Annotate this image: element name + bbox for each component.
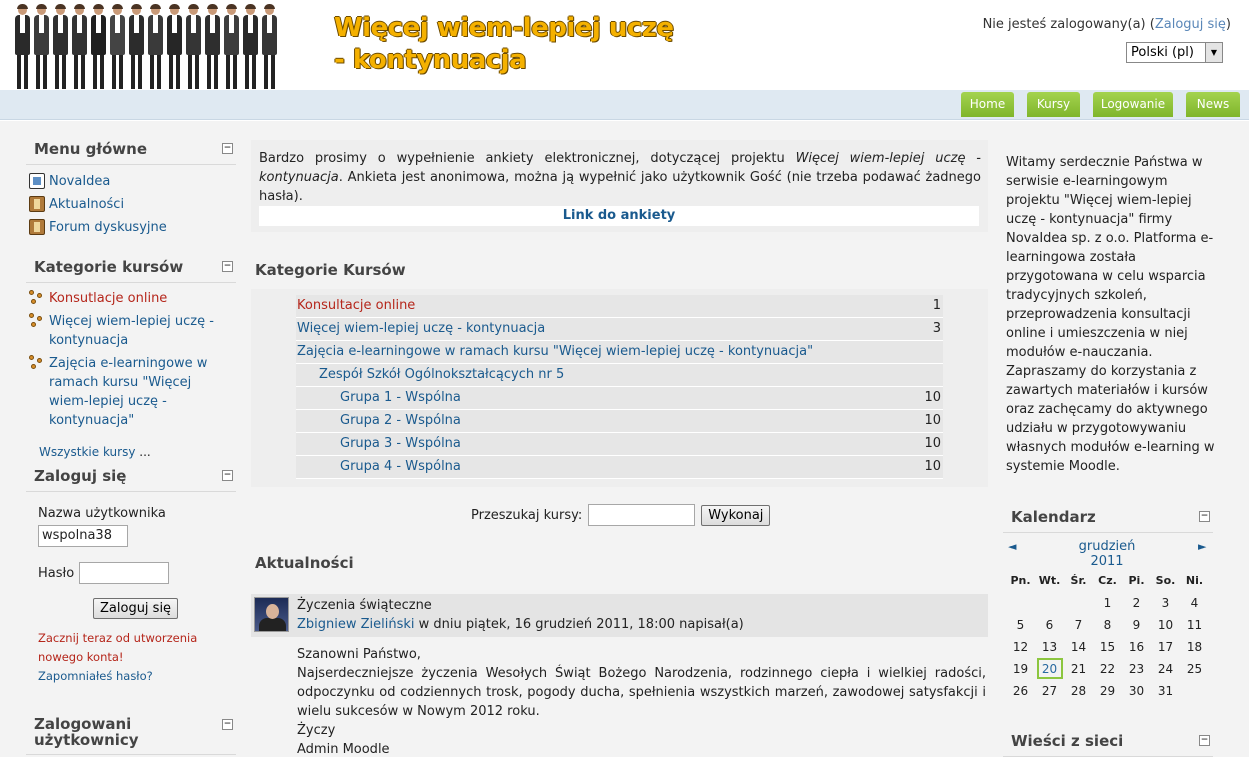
- calendar-day-number: 25: [1186, 662, 1203, 676]
- news-section-title: Aktualności: [255, 554, 354, 572]
- category-row: [296, 295, 943, 318]
- calendar-day-number: 23: [1128, 662, 1145, 676]
- category-row: [296, 341, 943, 364]
- calendar-day-number: 13: [1041, 640, 1058, 654]
- category-item[interactable]: [26, 312, 216, 350]
- calendar-day-number: 15: [1099, 640, 1116, 654]
- calendar-weekday-row: [1006, 570, 1213, 592]
- category-icon: [29, 313, 45, 329]
- prev-month-icon[interactable]: ◄: [1008, 540, 1017, 553]
- calendar-day[interactable]: [1035, 636, 1064, 658]
- category-icon: [29, 355, 45, 371]
- calendar-day-number: 3: [1161, 596, 1170, 610]
- calendar-day-number: 2: [1132, 596, 1141, 610]
- calendar-weekday: Cz.: [1098, 574, 1117, 587]
- main-menu-title-text: Menu główne: [34, 140, 147, 158]
- calendar-day[interactable]: [1151, 680, 1180, 702]
- menu-item-label[interactable]: NovaIdea: [49, 174, 111, 189]
- collapse-icon[interactable]: −: [223, 470, 232, 480]
- signup-link[interactable]: Zacznij teraz od utworzenia nowego konta!: [38, 631, 198, 664]
- calendar-day[interactable]: [1035, 614, 1064, 636]
- calendar-week: [1006, 658, 1213, 680]
- calendar-day[interactable]: [1180, 614, 1209, 636]
- language-value: Polski (pl): [1131, 45, 1194, 60]
- calendar-week: [1006, 636, 1213, 658]
- avatar[interactable]: [254, 597, 289, 632]
- calendar-day[interactable]: [1151, 592, 1180, 614]
- category-row-link[interactable]: Zespół Szkół Ogólnokształcących nr 5: [319, 367, 565, 382]
- category-label[interactable]: Konsutlacje online: [49, 291, 168, 306]
- nav-logowanie[interactable]: Logowanie: [1093, 92, 1173, 117]
- calendar-day-number: 4: [1190, 596, 1199, 610]
- category-row-link[interactable]: Grupa 4 - Wspólna: [340, 459, 461, 474]
- collapse-icon[interactable]: −: [223, 261, 232, 271]
- login-block-title: [26, 467, 236, 492]
- category-row-link[interactable]: Grupa 3 - Wspólna: [340, 436, 461, 451]
- calendar-day[interactable]: [1093, 614, 1122, 636]
- all-courses-link[interactable]: Wszystkie kursy: [39, 445, 136, 459]
- category-label[interactable]: Więcej wiem-lepiej uczę - kontynuacja: [49, 314, 214, 348]
- category-item[interactable]: [26, 354, 216, 430]
- online-users-title-text: Zalogowani użytkownicy: [34, 715, 139, 749]
- username-label: Nazwa użytkownika: [38, 506, 166, 521]
- category-row-count: 10: [924, 413, 941, 428]
- calendar-week: [1006, 680, 1213, 702]
- menu-item-forum[interactable]: [26, 218, 236, 237]
- collapse-icon[interactable]: −: [1200, 735, 1209, 745]
- calendar-day-number: 22: [1099, 662, 1116, 676]
- navbar: [0, 90, 1249, 120]
- category-row-count: 10: [924, 459, 941, 474]
- page-icon: [29, 173, 45, 189]
- calendar-day[interactable]: [1093, 658, 1122, 680]
- calendar-day-number: 5: [1016, 618, 1025, 632]
- calendar-day[interactable]: [1093, 680, 1122, 702]
- person-figure: [109, 5, 126, 89]
- calendar-day-number: 6: [1045, 618, 1054, 632]
- calendar-title-text: Kalendarz: [1011, 508, 1096, 526]
- news-subject: Życzenia świąteczne: [297, 598, 432, 613]
- username-field[interactable]: wspolna38: [38, 525, 128, 547]
- calendar-day-number: 12: [1012, 640, 1029, 654]
- calendar-day[interactable]: [1006, 680, 1035, 702]
- person-figure: [33, 5, 50, 89]
- person-figure: [52, 5, 69, 89]
- news-post-header: [251, 594, 988, 637]
- person-figure: [185, 5, 202, 89]
- login-block: [26, 467, 236, 686]
- calendar-day-number: 19: [1012, 662, 1029, 676]
- calendar-day-number: 28: [1070, 684, 1087, 698]
- course-categories-block: [26, 258, 236, 459]
- site-title-line2: - kontynuacja: [334, 45, 527, 75]
- category-row-link[interactable]: Grupa 1 - Wspólna: [340, 390, 461, 405]
- category-item[interactable]: [26, 289, 216, 308]
- calendar-day[interactable]: [1151, 658, 1180, 680]
- survey-link-bar: [259, 206, 979, 226]
- calendar-day-number: 11: [1186, 618, 1203, 632]
- calendar-week: [1006, 592, 1213, 614]
- news-meta: [297, 617, 744, 632]
- main-menu-block: [26, 140, 236, 237]
- calendar-day-number: 27: [1041, 684, 1058, 698]
- password-field[interactable]: [79, 562, 169, 584]
- chevron-down-icon: ▼: [1205, 43, 1222, 62]
- news-body: [297, 645, 986, 757]
- person-figure: [71, 5, 88, 89]
- calendar-day-number: 20: [1037, 658, 1063, 679]
- calendar-day[interactable]: [1093, 636, 1122, 658]
- calendar-day-number: 1: [1103, 596, 1112, 610]
- survey-intro-text: [259, 149, 981, 206]
- calendar-day[interactable]: [1064, 636, 1093, 658]
- categories-box: [251, 289, 988, 487]
- calendar-day: [1006, 592, 1035, 614]
- rss-block: [1003, 732, 1213, 757]
- login-block-title-text: Zaloguj się: [34, 467, 127, 485]
- news-date: w dniu piątek, 16 grudzień 2011, 18:00 napisał(a): [414, 617, 744, 632]
- person-figure: [166, 5, 183, 89]
- category-row-link[interactable]: Konsultacje online: [297, 298, 416, 313]
- login-link[interactable]: Zaloguj się: [1154, 17, 1226, 32]
- calendar-weekday: Pn.: [1010, 574, 1031, 587]
- calendar-day[interactable]: [1122, 592, 1151, 614]
- person-figure: [242, 5, 259, 89]
- category-row-count: 3: [932, 321, 941, 336]
- calendar-weekday: Wt.: [1038, 574, 1061, 587]
- calendar-day[interactable]: [1064, 614, 1093, 636]
- news-author-link[interactable]: Zbigniew Zieliński: [297, 617, 415, 632]
- category-row-link[interactable]: Grupa 2 - Wspólna: [340, 413, 461, 428]
- person-figure: [204, 5, 221, 89]
- main-menu-title: [26, 140, 236, 165]
- calendar-day[interactable]: [1180, 636, 1209, 658]
- calendar-day-number: 17: [1157, 640, 1174, 654]
- nav-home[interactable]: Home: [961, 92, 1014, 117]
- person-figure: [128, 5, 145, 89]
- intro-text-before: Bardzo prosimy o wypełnienie ankiety elektronicznej, dotyczącej projektu: [259, 151, 796, 166]
- collapse-icon[interactable]: −: [223, 719, 232, 729]
- category-row: [296, 433, 943, 456]
- password-label: Hasło: [38, 565, 75, 581]
- collapse-icon[interactable]: −: [223, 143, 232, 153]
- category-row-link[interactable]: Więcej wiem-lepiej uczę - kontynuacja: [297, 321, 546, 336]
- calendar-day[interactable]: [1180, 658, 1209, 680]
- calendar-block: [1003, 508, 1213, 533]
- calendar-day[interactable]: [1006, 614, 1035, 636]
- calendar-day[interactable]: [1122, 614, 1151, 636]
- calendar-nav: [1003, 538, 1213, 569]
- calendar-weekday: So.: [1155, 574, 1176, 587]
- nav-kursy[interactable]: Kursy: [1027, 92, 1080, 117]
- search-input[interactable]: [588, 504, 695, 526]
- category-row: [296, 387, 943, 410]
- category-row: [296, 456, 943, 479]
- category-row: [296, 318, 943, 341]
- menu-item-label[interactable]: Forum dyskusyjne: [49, 220, 167, 235]
- calendar-day[interactable]: [1093, 592, 1122, 614]
- calendar-weekday: Śr.: [1070, 574, 1087, 587]
- categories-table: [296, 295, 943, 479]
- forgot-password-link[interactable]: Zapomniałeś hasło?: [38, 669, 153, 683]
- news-sign-2: Admin Moodle: [297, 742, 390, 757]
- calendar-month[interactable]: grudzień 2011: [1078, 539, 1136, 569]
- person-figure: [147, 5, 164, 89]
- collapse-icon[interactable]: −: [1200, 511, 1209, 521]
- calendar-day[interactable]: [1122, 636, 1151, 658]
- language-select[interactable]: [1126, 42, 1223, 63]
- intro-text-italic: Więcej wiem-lepiej uczę - kontynuacja: [259, 151, 982, 185]
- calendar-day[interactable]: [1006, 658, 1035, 680]
- calendar-day: [1064, 592, 1093, 614]
- intro-text-after: . Ankieta jest anonimowa, można ją wypełnić jako użytkownik Gość (nie trzeba podawać żadnego hasła).: [259, 170, 981, 204]
- menu-item-label[interactable]: Aktualności: [49, 197, 125, 212]
- calendar-day: [1035, 592, 1064, 614]
- category-row-link[interactable]: Zajęcia e-learningowe w ramach kursu "Więcej wiem-lepiej uczę - kontynuacja": [297, 344, 814, 359]
- news-sign-1: Życzy: [297, 723, 336, 738]
- rss-title-text: Wieści z sieci: [1011, 732, 1124, 750]
- all-courses-ellipsis: ...: [139, 445, 151, 459]
- category-row-count: 10: [924, 390, 941, 405]
- news-greeting: Szanowni Państwo,: [297, 647, 421, 662]
- calendar-day-number: 21: [1070, 662, 1087, 676]
- news-post: [251, 594, 988, 757]
- calendar-day[interactable]: [1180, 592, 1209, 614]
- calendar-day-number: 31: [1157, 684, 1174, 698]
- nav-news[interactable]: News: [1186, 92, 1240, 117]
- next-month-icon[interactable]: ►: [1198, 540, 1207, 553]
- calendar-day-number: 16: [1128, 640, 1145, 654]
- calendar-day-number: 24: [1157, 662, 1174, 676]
- forum-icon: [29, 196, 45, 212]
- course-search: [471, 504, 770, 526]
- calendar-day-number: 29: [1099, 684, 1116, 698]
- calendar-day-number: 9: [1132, 618, 1141, 632]
- calendar-day[interactable]: [1035, 680, 1064, 702]
- category-label[interactable]: Zajęcia e-learningowe w ramach kursu "Więcej wiem-lepiej uczę - kontynuacja": [49, 356, 208, 428]
- calendar-day[interactable]: [1064, 658, 1093, 680]
- login-status: Nie jesteś zalogowany(a): [982, 17, 1146, 32]
- calendar-day[interactable]: [1151, 614, 1180, 636]
- category-icon: [29, 290, 45, 306]
- person-figure: [223, 5, 240, 89]
- calendar-day[interactable]: [1122, 680, 1151, 702]
- calendar-day-number: 10: [1157, 618, 1174, 632]
- menu-item-novaidea[interactable]: [26, 172, 236, 191]
- person-figure: [90, 5, 107, 89]
- category-row: [296, 410, 943, 433]
- calendar-day[interactable]: [1006, 636, 1035, 658]
- calendar-grid: [1006, 570, 1213, 702]
- menu-item-aktualnosci[interactable]: [26, 195, 236, 214]
- search-button[interactable]: Wykonaj: [701, 505, 770, 526]
- person-figure: [261, 5, 278, 89]
- calendar-day-number: 18: [1186, 640, 1203, 654]
- rss-title: [1003, 732, 1213, 757]
- category-row: [296, 364, 943, 387]
- calendar-day[interactable]: [1035, 658, 1064, 680]
- course-categories-title-text: Kategorie kursów: [34, 258, 184, 276]
- calendar-day[interactable]: [1122, 658, 1151, 680]
- news-text: Najserdeczniejsze życzenia Wesołych Świąt Bożego Narodzenia, rodzinnego ciepła i wielkiej radości, odpoczynku od codziennych trosk, pogody ducha, spełnienia wszystkich marzeń, zawodowej satysfakcji i wielu sukcesów w Nowym 2012 roku.: [297, 666, 986, 719]
- calendar-day-number: 14: [1070, 640, 1087, 654]
- calendar-day[interactable]: [1151, 636, 1180, 658]
- category-row-count: 1: [932, 298, 941, 313]
- calendar-day-number: 8: [1103, 618, 1112, 632]
- welcome-text: Witamy serdecznie Państwa w serwisie e-learningowym projektu "Więcej wiem-lepiej uczę - kontynuacja" firmy NovaIdea sp. z o.o. Platforma e-learningowa została przygotowana w celu wsparcia tradycyjnych szkoleń, przeprowadzenia konsultacji online i umieszczenia w niej modułów e-nauczania. Zapraszamy do korzystania z zawartych materiałów i kursów oraz zachęcamy do aktywnego udziału w przygotowywaniu własnych modułów e-learning w systemie Moodle.: [1006, 155, 1215, 474]
- forum-icon: [29, 219, 45, 235]
- header: [0, 0, 1249, 90]
- category-row-count: 10: [924, 436, 941, 451]
- person-figure: [14, 5, 31, 89]
- survey-intro: [251, 140, 988, 232]
- search-label: Przeszukaj kursy:: [471, 507, 583, 523]
- login-info: Nie jesteś zalogowany(a) (Zaloguj się): [982, 17, 1231, 32]
- calendar-day[interactable]: [1064, 680, 1093, 702]
- calendar-title: [1003, 508, 1213, 533]
- calendar-day: [1180, 680, 1209, 702]
- calendar-week: [1006, 614, 1213, 636]
- header-people-image: [14, 2, 282, 89]
- calendar-weekday: Pi.: [1128, 574, 1145, 587]
- calendar-day-number: 7: [1074, 618, 1083, 632]
- site-title-line1: Więcej wiem-lepiej uczę: [334, 13, 674, 43]
- online-users-title: [26, 716, 236, 755]
- course-categories-title: [26, 258, 236, 283]
- login-button[interactable]: Zaloguj się: [93, 598, 178, 619]
- calendar-weekday: Ni.: [1185, 574, 1204, 587]
- survey-link[interactable]: Link do ankiety: [562, 208, 676, 223]
- categories-section-title: Kategorie Kursów: [255, 261, 406, 279]
- calendar-day-number: 30: [1128, 684, 1145, 698]
- calendar-day-number: 26: [1012, 684, 1029, 698]
- site-title: [334, 12, 674, 76]
- online-users-block: [26, 716, 236, 755]
